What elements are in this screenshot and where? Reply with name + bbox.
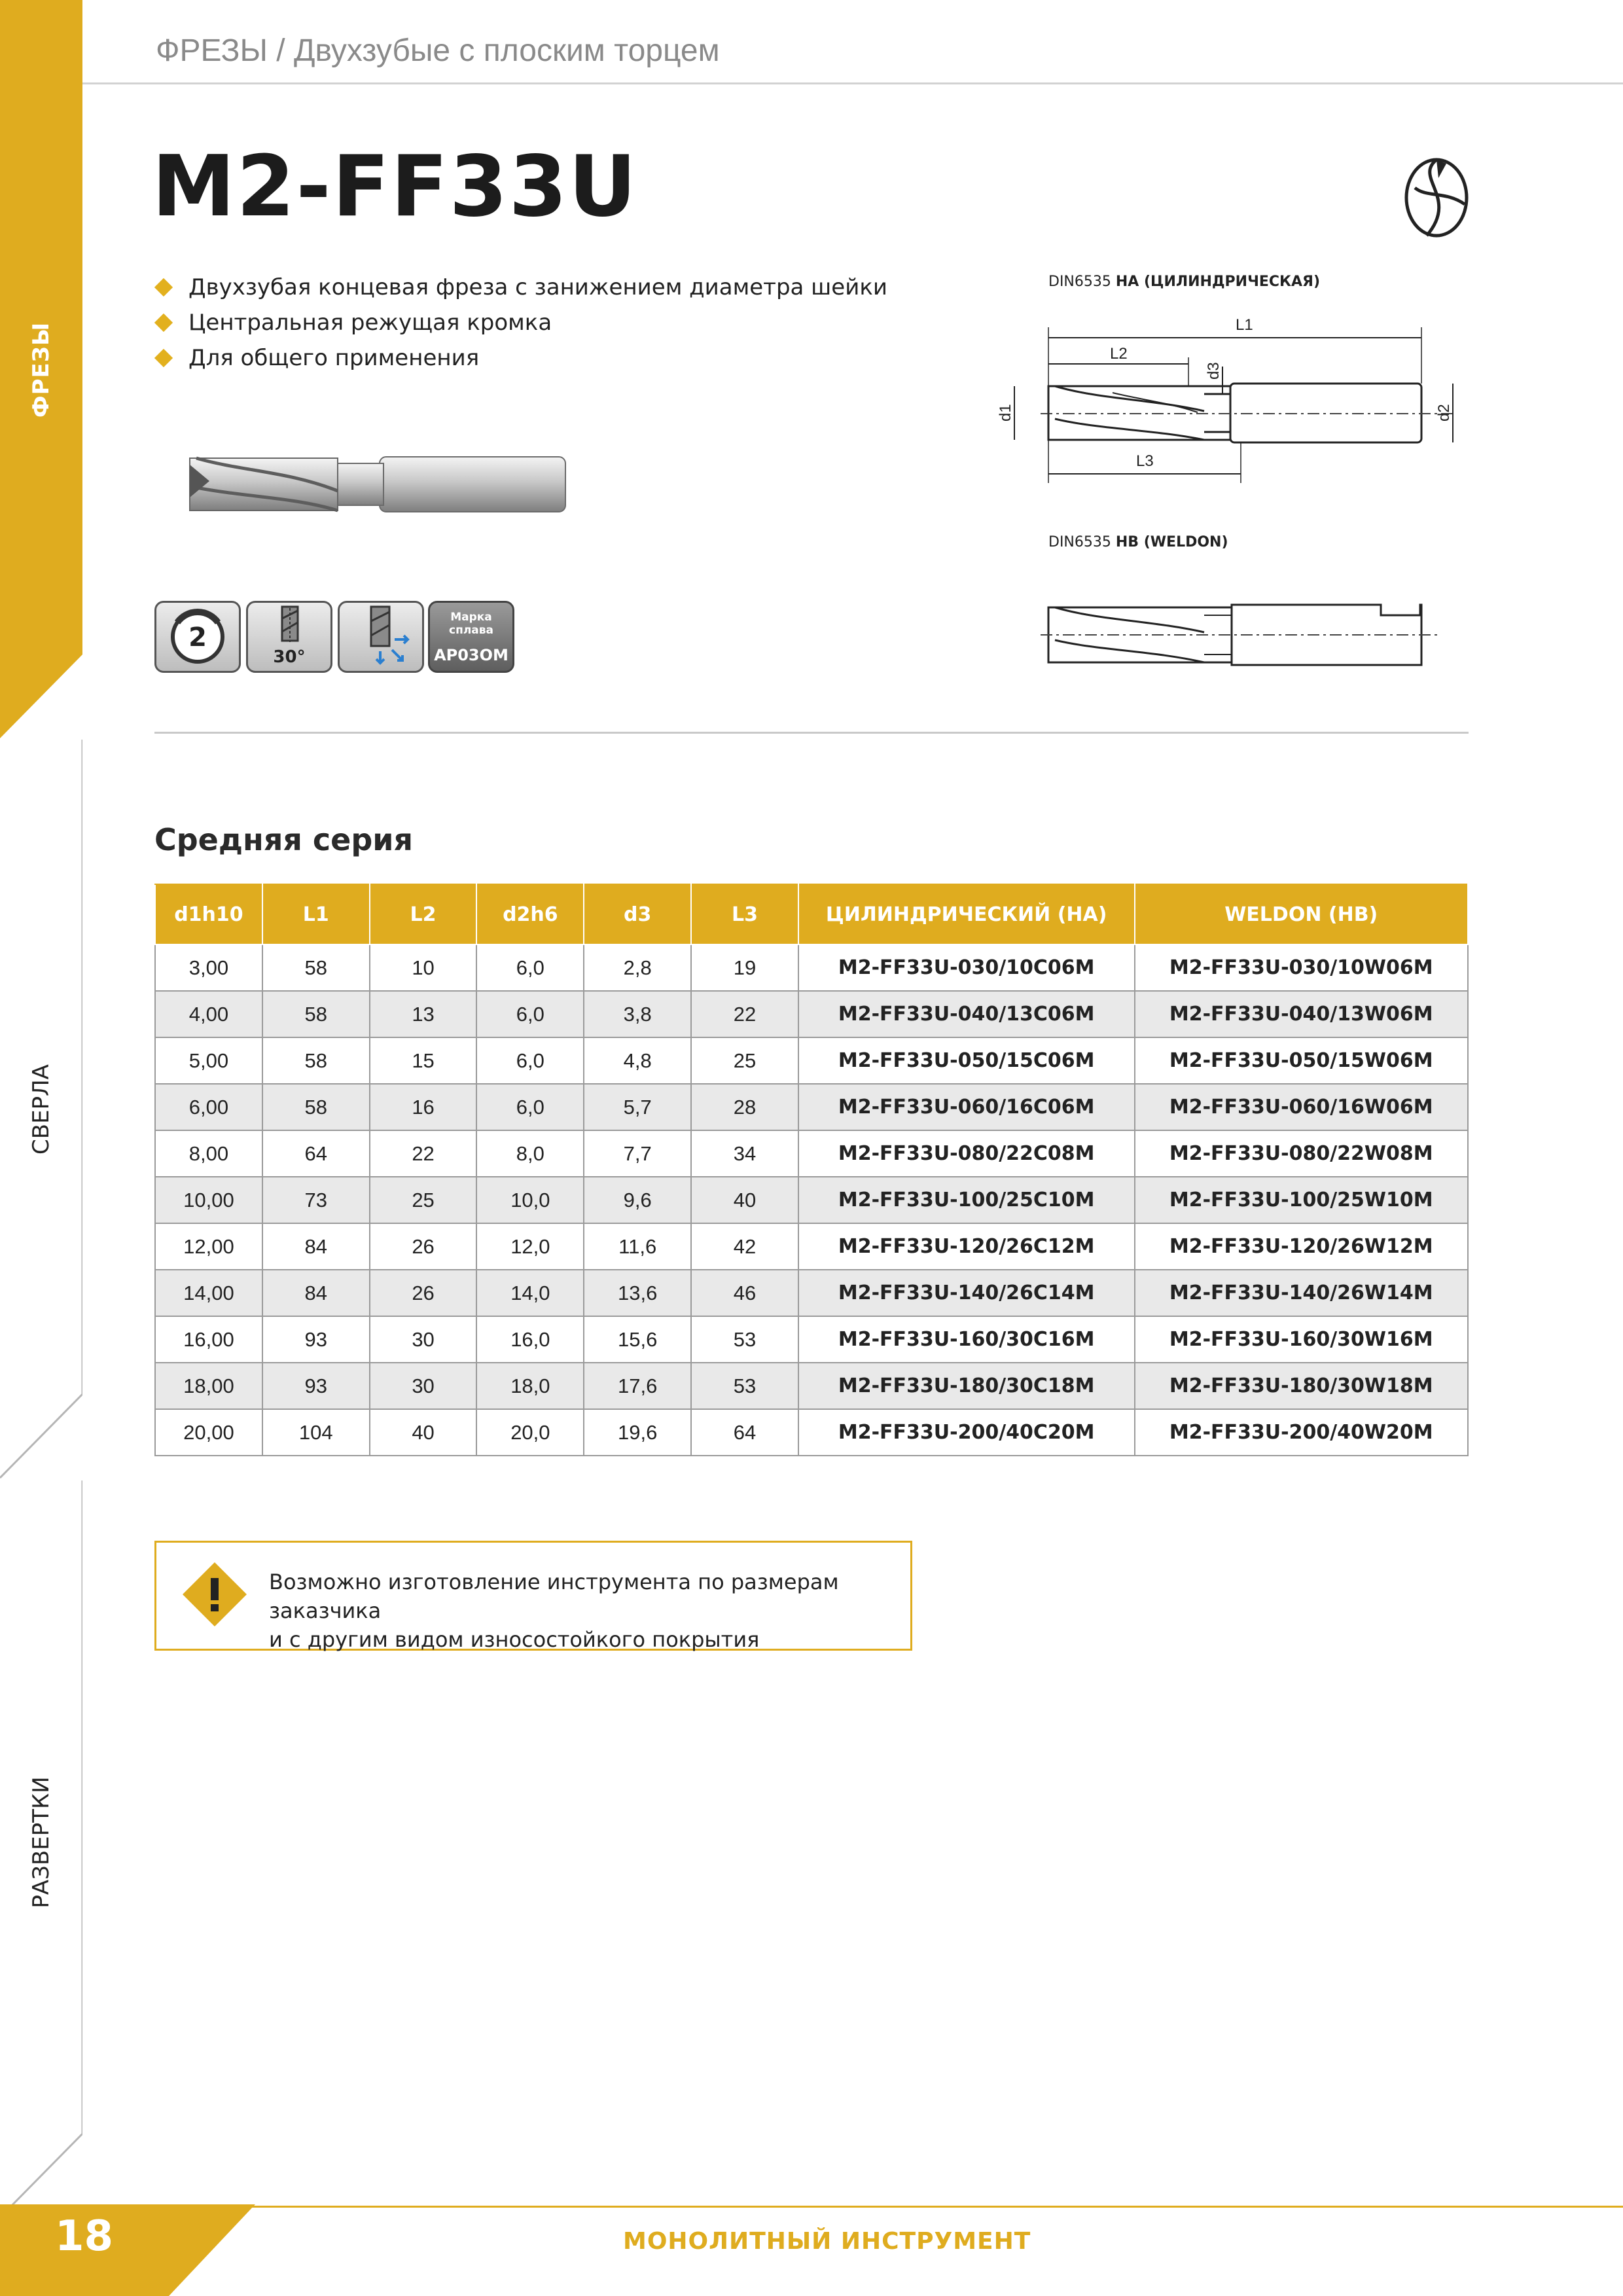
table-row [155,1177,1468,1223]
dim-l1-label: L1 [1236,316,1253,334]
cell-weldon-code: M2-FF33U-140/26W14M [1135,1270,1468,1316]
cell-l1: 58 [262,1084,370,1130]
dim-d3-label: d3 [1205,362,1222,380]
footer-divider [249,2206,1623,2208]
cell-l3: 64 [691,1409,798,1456]
cell-l3: 34 [691,1130,798,1177]
cell-d1h10: 20,00 [155,1409,262,1456]
cell-l3: 28 [691,1084,798,1130]
center-cutting-icon [340,603,422,671]
table-row [155,1409,1468,1456]
cell-d3: 4,8 [584,1037,691,1084]
section-sidebar [0,0,82,2296]
cell-weldon-code: M2-FF33U-100/25W10M [1135,1177,1468,1223]
cell-weldon-code: M2-FF33U-200/40W20M [1135,1409,1468,1456]
cell-l3: 40 [691,1177,798,1223]
cell-d3: 2,8 [584,944,691,991]
cell-d1h10: 6,00 [155,1084,262,1130]
column-header-l1: L1 [262,884,370,944]
column-header-d2h6: d2h6 [476,884,584,944]
dim-l3-label: L3 [1136,452,1154,470]
din-ha-standard: DIN6535 [1048,274,1116,290]
sidebar-tab-drills[interactable]: СВЕРЛА [28,1064,54,1155]
cell-d1h10: 3,00 [155,944,262,991]
bullet-diamond-icon [154,314,173,332]
cell-d3: 7,7 [584,1130,691,1177]
feature-item [157,340,887,376]
cell-l1: 73 [262,1177,370,1223]
cell-l1: 93 [262,1316,370,1363]
cell-l2: 40 [370,1409,477,1456]
cell-l2: 25 [370,1177,477,1223]
cell-l1: 58 [262,944,370,991]
cell-d2h6: 6,0 [476,944,584,991]
cell-l1: 64 [262,1130,370,1177]
cell-d1h10: 16,00 [155,1316,262,1363]
series-title: Средняя серия [154,822,414,857]
cell-d3: 17,6 [584,1363,691,1409]
section-divider [154,732,1469,734]
footer-title: МОНОЛИТНЫЙ ИНСТРУМЕНТ [623,2228,1031,2255]
cell-weldon-code: M2-FF33U-160/30W16M [1135,1316,1468,1363]
flutes-badge [154,601,241,673]
drawing-ha [982,301,1479,491]
cell-weldon-code: M2-FF33U-080/22W08M [1135,1130,1468,1177]
cell-d2h6: 6,0 [476,991,584,1037]
breadcrumb: ФРЕЗЫ / Двухзубые с плоским торцем [156,33,720,68]
cell-weldon-code: M2-FF33U-030/10W06M [1135,944,1468,991]
note-text: Возможно изготовление инструмента по размерам заказчика и с другим видом износостойкого покрытия [269,1570,839,1652]
alloy-grade-caption: Марка сплава [449,611,493,637]
feature-item [157,305,887,340]
cell-d2h6: 10,0 [476,1177,584,1223]
cell-l1: 104 [262,1409,370,1456]
cell-d2h6: 14,0 [476,1270,584,1316]
cell-l2: 15 [370,1037,477,1084]
header-divider [82,82,1623,84]
sidebar-tab-mills[interactable]: ФРЕЗЫ [28,321,54,418]
cell-weldon-code: M2-FF33U-180/30W18M [1135,1363,1468,1409]
cell-l2: 30 [370,1316,477,1363]
cell-l3: 53 [691,1316,798,1363]
cell-weldon-code: M2-FF33U-040/13W06M [1135,991,1468,1037]
cell-cylindrical-code: M2-FF33U-080/22C08M [798,1130,1135,1177]
dim-d1-label: d1 [997,404,1014,422]
page-title: M2-FF33U [152,138,638,236]
din-ha-type: HA (ЦИЛИНДРИЧЕСКАЯ) [1115,274,1321,290]
cell-l3: 46 [691,1270,798,1316]
cell-weldon-code: M2-FF33U-120/26W12M [1135,1223,1468,1270]
cell-d3: 19,6 [584,1409,691,1456]
column-header-weldon: WELDON (HB) [1135,884,1468,944]
cell-weldon-code: M2-FF33U-060/16W06M [1135,1084,1468,1130]
feature-item [157,270,887,305]
cell-d3: 5,7 [584,1084,691,1130]
feature-text: Для общего применения [188,345,480,371]
cell-l3: 19 [691,944,798,991]
column-header-cylindrical: ЦИЛИНДРИЧЕСКИЙ (HA) [798,884,1135,944]
cell-l1: 58 [262,1037,370,1084]
two-flutes-icon [156,603,239,671]
table-row [155,1130,1468,1177]
table-row [155,1270,1468,1316]
cell-cylindrical-code: M2-FF33U-160/30C16M [798,1316,1135,1363]
cell-d1h10: 14,00 [155,1270,262,1316]
cell-d1h10: 5,00 [155,1037,262,1084]
custom-order-note [154,1541,912,1651]
spec-table [154,884,1469,1456]
drawing-hb [1041,589,1446,681]
alloy-grade-badge [428,601,514,673]
cell-cylindrical-code: M2-FF33U-100/25C10M [798,1177,1135,1223]
feature-text: Центральная режущая кромка [188,310,552,336]
tool-photo-image [183,445,576,524]
cell-d2h6: 20,0 [476,1409,584,1456]
table-row [155,1223,1468,1270]
cell-cylindrical-code: M2-FF33U-060/16C06M [798,1084,1135,1130]
cell-d3: 3,8 [584,991,691,1037]
cell-cylindrical-code: M2-FF33U-200/40C20M [798,1409,1135,1456]
table-row [155,1084,1468,1130]
cell-d3: 11,6 [584,1223,691,1270]
din-hb-caption [1048,534,1228,550]
cell-cylindrical-code: M2-FF33U-120/26C12M [798,1223,1135,1270]
din-ha-caption [1048,274,1320,290]
cell-l1: 84 [262,1270,370,1316]
cell-l2: 26 [370,1223,477,1270]
cell-l1: 58 [262,991,370,1037]
cell-cylindrical-code: M2-FF33U-180/30C18M [798,1363,1135,1409]
cell-l1: 93 [262,1363,370,1409]
table-header-row [155,884,1468,944]
cell-cylindrical-code: M2-FF33U-140/26C14M [798,1270,1135,1316]
cell-l2: 26 [370,1270,477,1316]
end-mill-icon [1400,152,1472,243]
column-header-d1h10: d1h10 [155,884,262,944]
table-row [155,991,1468,1037]
cell-l2: 22 [370,1130,477,1177]
feature-text: Двухзубая концевая фреза с занижением диаметра шейки [188,274,887,300]
flutes-count: 2 [188,622,207,653]
cell-d1h10: 4,00 [155,991,262,1037]
cell-l3: 42 [691,1223,798,1270]
cell-weldon-code: M2-FF33U-050/15W06M [1135,1037,1468,1084]
cell-cylindrical-code: M2-FF33U-050/15C06M [798,1037,1135,1084]
cell-d2h6: 6,0 [476,1037,584,1084]
column-header-l2: L2 [370,884,477,944]
cell-d1h10: 10,00 [155,1177,262,1223]
cell-d1h10: 18,00 [155,1363,262,1409]
cell-l2: 30 [370,1363,477,1409]
dim-l2-label: L2 [1110,345,1128,363]
column-header-l3: L3 [691,884,798,944]
table-row [155,1037,1468,1084]
helix-angle-value: 30° [273,647,306,667]
alloy-grade-value: AP03OM [434,646,508,664]
cell-d2h6: 16,0 [476,1316,584,1363]
cell-d2h6: 18,0 [476,1363,584,1409]
cell-d1h10: 8,00 [155,1130,262,1177]
center-cutting-badge [338,601,424,673]
feature-list [157,270,887,376]
din-hb-standard: DIN6535 [1048,534,1116,550]
cell-l2: 10 [370,944,477,991]
warning-icon [180,1560,249,1629]
cell-l2: 16 [370,1084,477,1130]
column-header-d3: d3 [584,884,691,944]
table-row [155,1316,1468,1363]
cell-d3: 9,6 [584,1177,691,1223]
cell-d3: 15,6 [584,1316,691,1363]
table-row [155,1363,1468,1409]
bullet-diamond-icon [154,278,173,296]
din-hb-type: HB (WELDON) [1115,534,1228,550]
cell-d2h6: 8,0 [476,1130,584,1177]
table-body [155,944,1468,1456]
cell-l3: 22 [691,991,798,1037]
cell-d1h10: 12,00 [155,1223,262,1270]
footer-tab-background [0,2204,262,2296]
cell-l1: 84 [262,1223,370,1270]
cell-l2: 13 [370,991,477,1037]
cell-cylindrical-code: M2-FF33U-030/10C06M [798,944,1135,991]
sidebar-tab-reamers[interactable]: РАЗВЕРТКИ [28,1776,54,1909]
table-row [155,944,1468,991]
cell-l3: 53 [691,1363,798,1409]
bullet-diamond-icon [154,349,173,367]
page-number: 18 [55,2212,114,2261]
cell-d2h6: 6,0 [476,1084,584,1130]
cell-l3: 25 [691,1037,798,1084]
cell-d2h6: 12,0 [476,1223,584,1270]
cell-d3: 13,6 [584,1270,691,1316]
dim-d2-label: d2 [1435,404,1453,422]
helix-angle-badge [246,601,332,673]
cell-cylindrical-code: M2-FF33U-040/13C06M [798,991,1135,1037]
